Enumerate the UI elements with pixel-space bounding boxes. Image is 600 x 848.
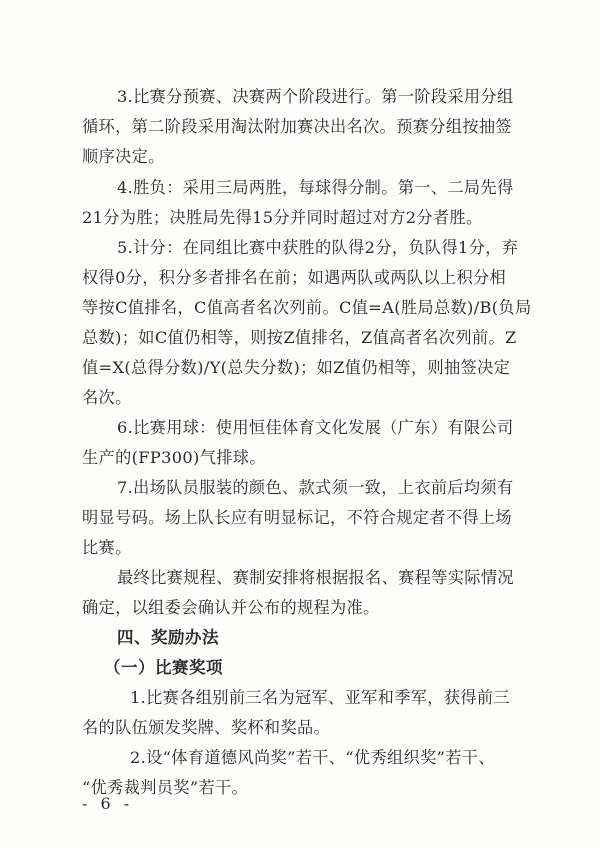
subsection-heading: （一）比赛奖项 (104, 658, 223, 677)
rule-7-line-1: 7.出场队员服装的颜色、款式须一致，上衣前后均须有 (117, 478, 514, 497)
award-2-line-2: “优秀裁判员奖”若干。 (82, 778, 249, 797)
rule-6-line-1: 6.比赛用球：使用恒佳体育文化发展（广东）有限公司 (117, 418, 514, 437)
rule-3-line-2: 循环，第二阶段采用淘汰附加赛决出名次。预赛分组按抽签 (82, 117, 512, 136)
page-number: - 6 - (82, 794, 134, 813)
rule-7-line-3: 比赛。 (82, 538, 132, 557)
final-note-line-2: 确定，以组委会确认并公布的规程为准。 (82, 598, 380, 617)
rule-3-line-1: 3.比赛分预赛、决赛两个阶段进行。第一阶段采用分组 (117, 87, 514, 106)
rule-5-line-3: 等按C值排名，C值高者名次列前。C值=A(胜局总数)/B(负局 (82, 298, 532, 317)
rule-4-line-2: 21分为胜；决胜局先得15分并同时超过对方2分者胜。 (82, 208, 483, 227)
rule-4-line-1: 4.胜负：采用三局两胜，每球得分制。第一、二局先得 (117, 178, 514, 197)
rule-5-line-6: 名次。 (82, 388, 132, 407)
rule-7-line-2: 明显号码。场上队长应有明显标记，不符合规定者不得上场 (82, 508, 512, 527)
award-1-line-1: 1.比赛各组别前三名为冠军、亚军和季军，获得前三 (130, 688, 510, 707)
rule-5-line-4: 总数)；如C值仍相等，则按Z值排名，Z值高者名次列前。Z (82, 328, 517, 347)
rule-3-line-3: 顺序决定。 (82, 147, 165, 166)
rule-5-line-1: 5.计分：在同组比赛中获胜的队得2分，负队得1分，弃 (117, 238, 519, 257)
rule-5-line-5: 值=X(总得分数)/Y(总失分数)；如Z值仍相等，则抽签决定 (82, 358, 511, 377)
award-1-line-2: 名的队伍颁发奖牌、奖杯和奖品。 (82, 718, 331, 737)
rule-6-line-2: 生产的(FP300)气排球。 (82, 448, 266, 467)
final-note-line-1: 最终比赛规程、赛制安排将根据报名、赛程等实际情况 (117, 568, 514, 587)
section-heading: 四、奖励办法 (117, 628, 219, 647)
award-2-line-1: 2.设“体育道德风尚奖”若干、“优秀组织奖”若干、 (130, 748, 495, 767)
rule-5-line-2: 权得0分，积分多者排名在前；如遇两队或两队以上积分相 (82, 268, 507, 287)
